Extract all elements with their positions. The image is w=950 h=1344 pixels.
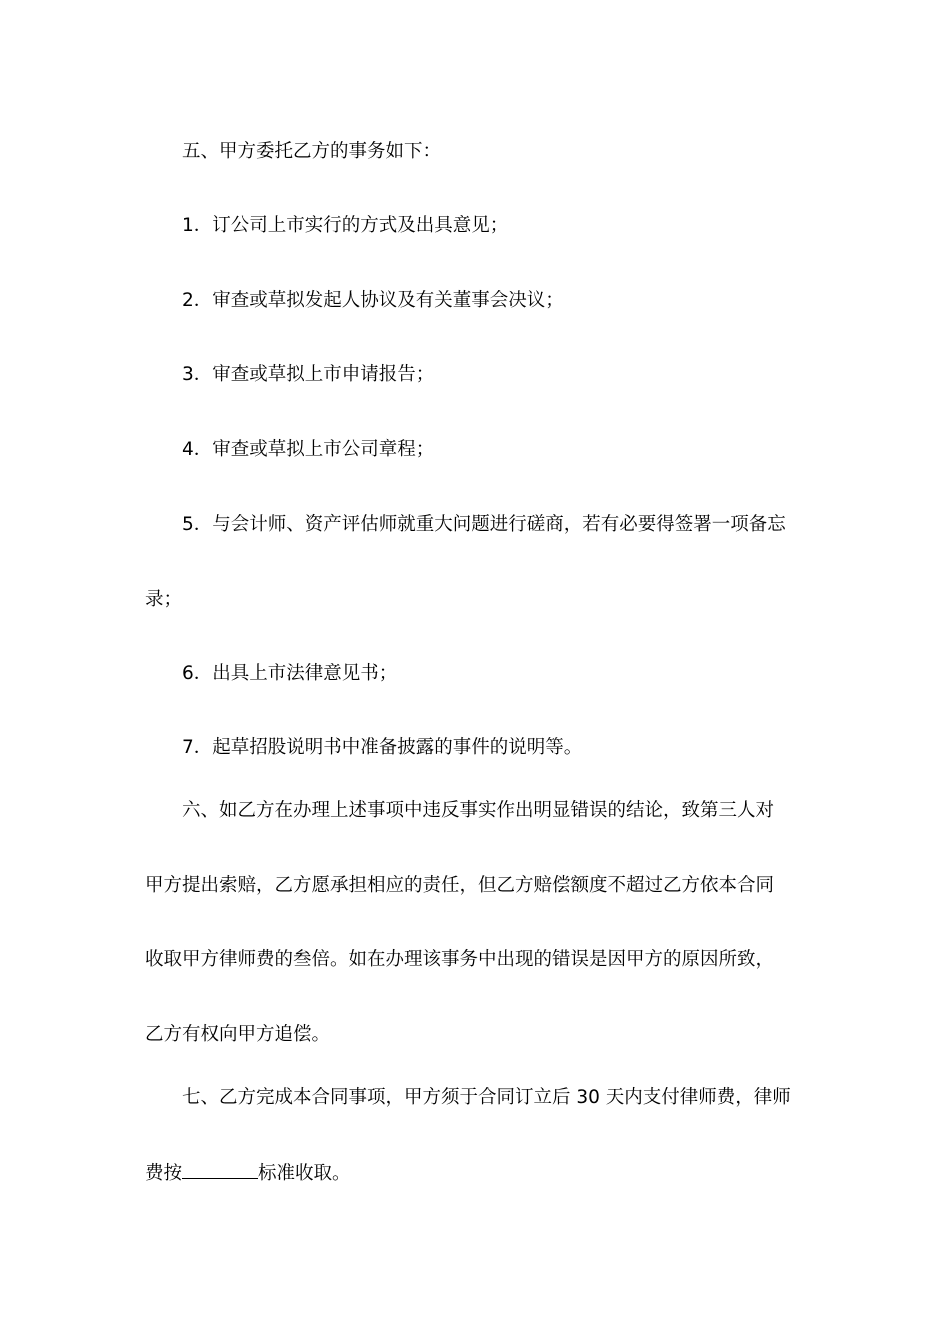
fee-standard-blank[interactable] [182, 1160, 258, 1179]
item-5-line-2: 录； [145, 589, 183, 610]
section-6-line-4: 乙方有权向甲方追偿。 [145, 1024, 331, 1045]
item-1: 1．订公司上市实行的方式及出具意见； [182, 215, 509, 236]
item-5-line-1: 5．与会计师、资产评估师就重大问题进行磋商，若有必要得签署一项备忘 [182, 514, 786, 535]
item-4: 4．审查或草拟上市公司章程； [182, 439, 435, 460]
fee-suffix: 标准收取。 [258, 1163, 351, 1184]
section-7-line-1: 七、乙方完成本合同事项，甲方须于合同订立后 30 天内支付律师费，律师 [182, 1087, 791, 1108]
section-7-line-2 [145, 1160, 815, 1187]
fee-prefix: 费按 [145, 1163, 183, 1184]
item-7: 7．起草招股说明书中准备披露的事件的说明等。 [182, 737, 583, 758]
section-6-line-2: 甲方提出索赔，乙方愿承担相应的责任，但乙方赔偿额度不超过乙方依本合同 [145, 875, 775, 896]
item-3: 3．审查或草拟上市申请报告； [182, 364, 435, 385]
section-6-line-1: 六、如乙方在办理上述事项中违反事实作出明显错误的结论，致第三人对 [182, 800, 775, 821]
item-2: 2．审查或草拟发起人协议及有关董事会决议； [182, 290, 564, 311]
item-6: 6．出具上市法律意见书； [182, 663, 398, 684]
section-5-heading: 五、甲方委托乙方的事务如下： [182, 141, 442, 162]
section-6-line-3: 收取甲方律师费的叁倍。如在办理该事务中出现的错误是因甲方的原因所致， [145, 949, 775, 970]
